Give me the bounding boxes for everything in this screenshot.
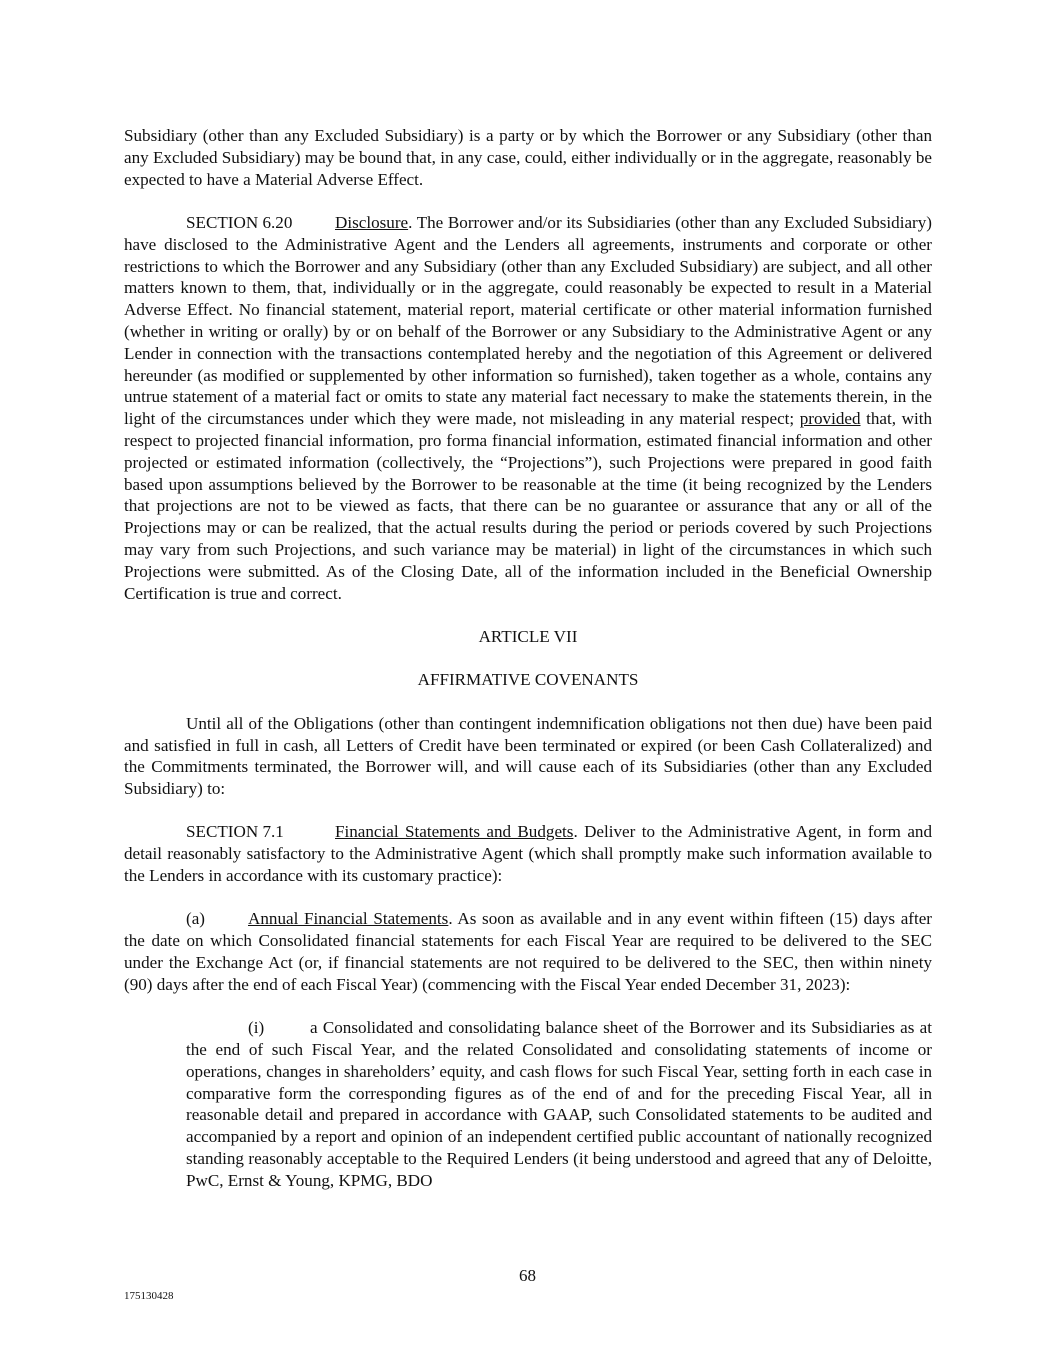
- clause-text: . As soon as available and in any event within fifteen (15) days after the date on which Consolidated financial statements for each Fiscal Year are required to be delivered to the SEC under the Exchange Act (or, if financial statements are not required to be delivered to the SEC, then within ninety (90) days after the end of each Fiscal Year) (commencing with the Fiscal Year ended December 31, 2023):: [124, 909, 933, 994]
- article-title: AFFIRMATIVE COVENANTS: [417, 670, 639, 690]
- section-number: SECTION 6.20: [186, 212, 293, 232]
- document-page: [124, 125, 932, 1192]
- clause-number: (a): [186, 909, 205, 929]
- section-number: SECTION 7.1: [186, 822, 284, 842]
- section-text-continued: that, with respect to projected financial information, pro forma financial information, estimated financial information and other projected or estimated information (collectively, the “Projections”), such Projections were prepared in good faith based upon assumptions believed by the Borrower to be reasonable at the time (it being recognized by the Lenders that projections are not to be viewed as facts, that there can be no guarantee or assurance that any or all of the Projections may or can be realized, that the actual results during the period or periods covered by such Projections may vary from such Projections, and such variance may be material) in light of the circumstances in which such Projections were submitted. As of the Closing Date, all of the information included in the Beneficial Ownership Certification is true and correct.: [124, 409, 932, 603]
- page-number: 68: [519, 1266, 536, 1285]
- clause-i: [186, 1017, 932, 1191]
- clause-text: a Consolidated and consolidating balance sheet of the Borrower and its Subsidiaries as at the end of such Fiscal Year, and the related Consolidated and consolidating statements of income or operations, changes in shareholders’ equity, and cash flows for such Fiscal Year, setting forth in each case in comparative form the corresponding figures as of the end of and for the preceding Fiscal Year, all in reasonable detail and prepared in accordance with GAAP, such Consolidated statements to be audited and accompanied by a report and opinion of an independent certified public accountant of nationally recognized standing reasonably acceptable to the Required Lenders (it being understood and agreed that any of Deloitte, PwC, Ernst & Young, KPMG, BDO: [186, 1018, 932, 1190]
- section-title: Disclosure: [335, 212, 409, 232]
- section-text: . Deliver to the Administrative Agent, in form and detail reasonably satisfactory to the Administrative Agent (which shall promptly make such information available to the Lenders in accordance with its customary practice):: [124, 822, 932, 886]
- section-6-20: [124, 212, 932, 604]
- clause-number: (i): [248, 1018, 265, 1038]
- article-intro: Until all of the Obligations (other than contingent indemnification obligations not then due) have been paid and satisfied in full in cash, all Letters of Credit have been terminated or expired (or been Cash Collateralized) and the Commitments terminated, the Borrower will, and will cause each of its Subsidiaries (other than any Excluded Subsidiary) to:: [124, 713, 932, 799]
- section-title: Financial Statements and Budgets: [335, 822, 574, 842]
- paragraph-continuation: Subsidiary (other than any Excluded Subsidiary) is a party or by which the Borrower or any Subsidiary (other than any Excluded Subsidiary) may be bound that, in any case, could, either individually or in the aggregate, reasonably be expected to have a Material Adverse Effect.: [124, 126, 932, 189]
- clause-a: [124, 908, 932, 995]
- document-id: 175130428: [124, 1290, 174, 1302]
- clause-title: Annual Financial Statements: [248, 909, 449, 929]
- provided-term: provided: [799, 409, 861, 429]
- article-number: ARTICLE VII: [478, 626, 578, 646]
- section-7-1: [124, 821, 932, 886]
- section-text: . The Borrower and/or its Subsidiaries (other than any Excluded Subsidiary) have disclosed to the Administrative Agent and the Lenders all agreements, instruments and corporate or other restrictions to which the Borrower and any Subsidiary (other than any Excluded Subsidiary) are subject, and all other matters known to them, that, individually or in the aggregate, could reasonably be expected to result in a Material Adverse Effect. No financial statement, material report, material certificate or other material information furnished (whether in writing or orally) by or on behalf of the Borrower or any Subsidiary to the Administrative Agent or any Lender in connection with the transactions contemplated hereby and the negotiation of this Agreement or delivered hereunder (as modified or supplemented by other information so furnished), taken together as a whole, contains any untrue statement of a material fact or omits to state any material fact necessary to make the statements therein, in the light of the circumstances under which they were made, not misleading in any material respect;: [124, 212, 932, 429]
